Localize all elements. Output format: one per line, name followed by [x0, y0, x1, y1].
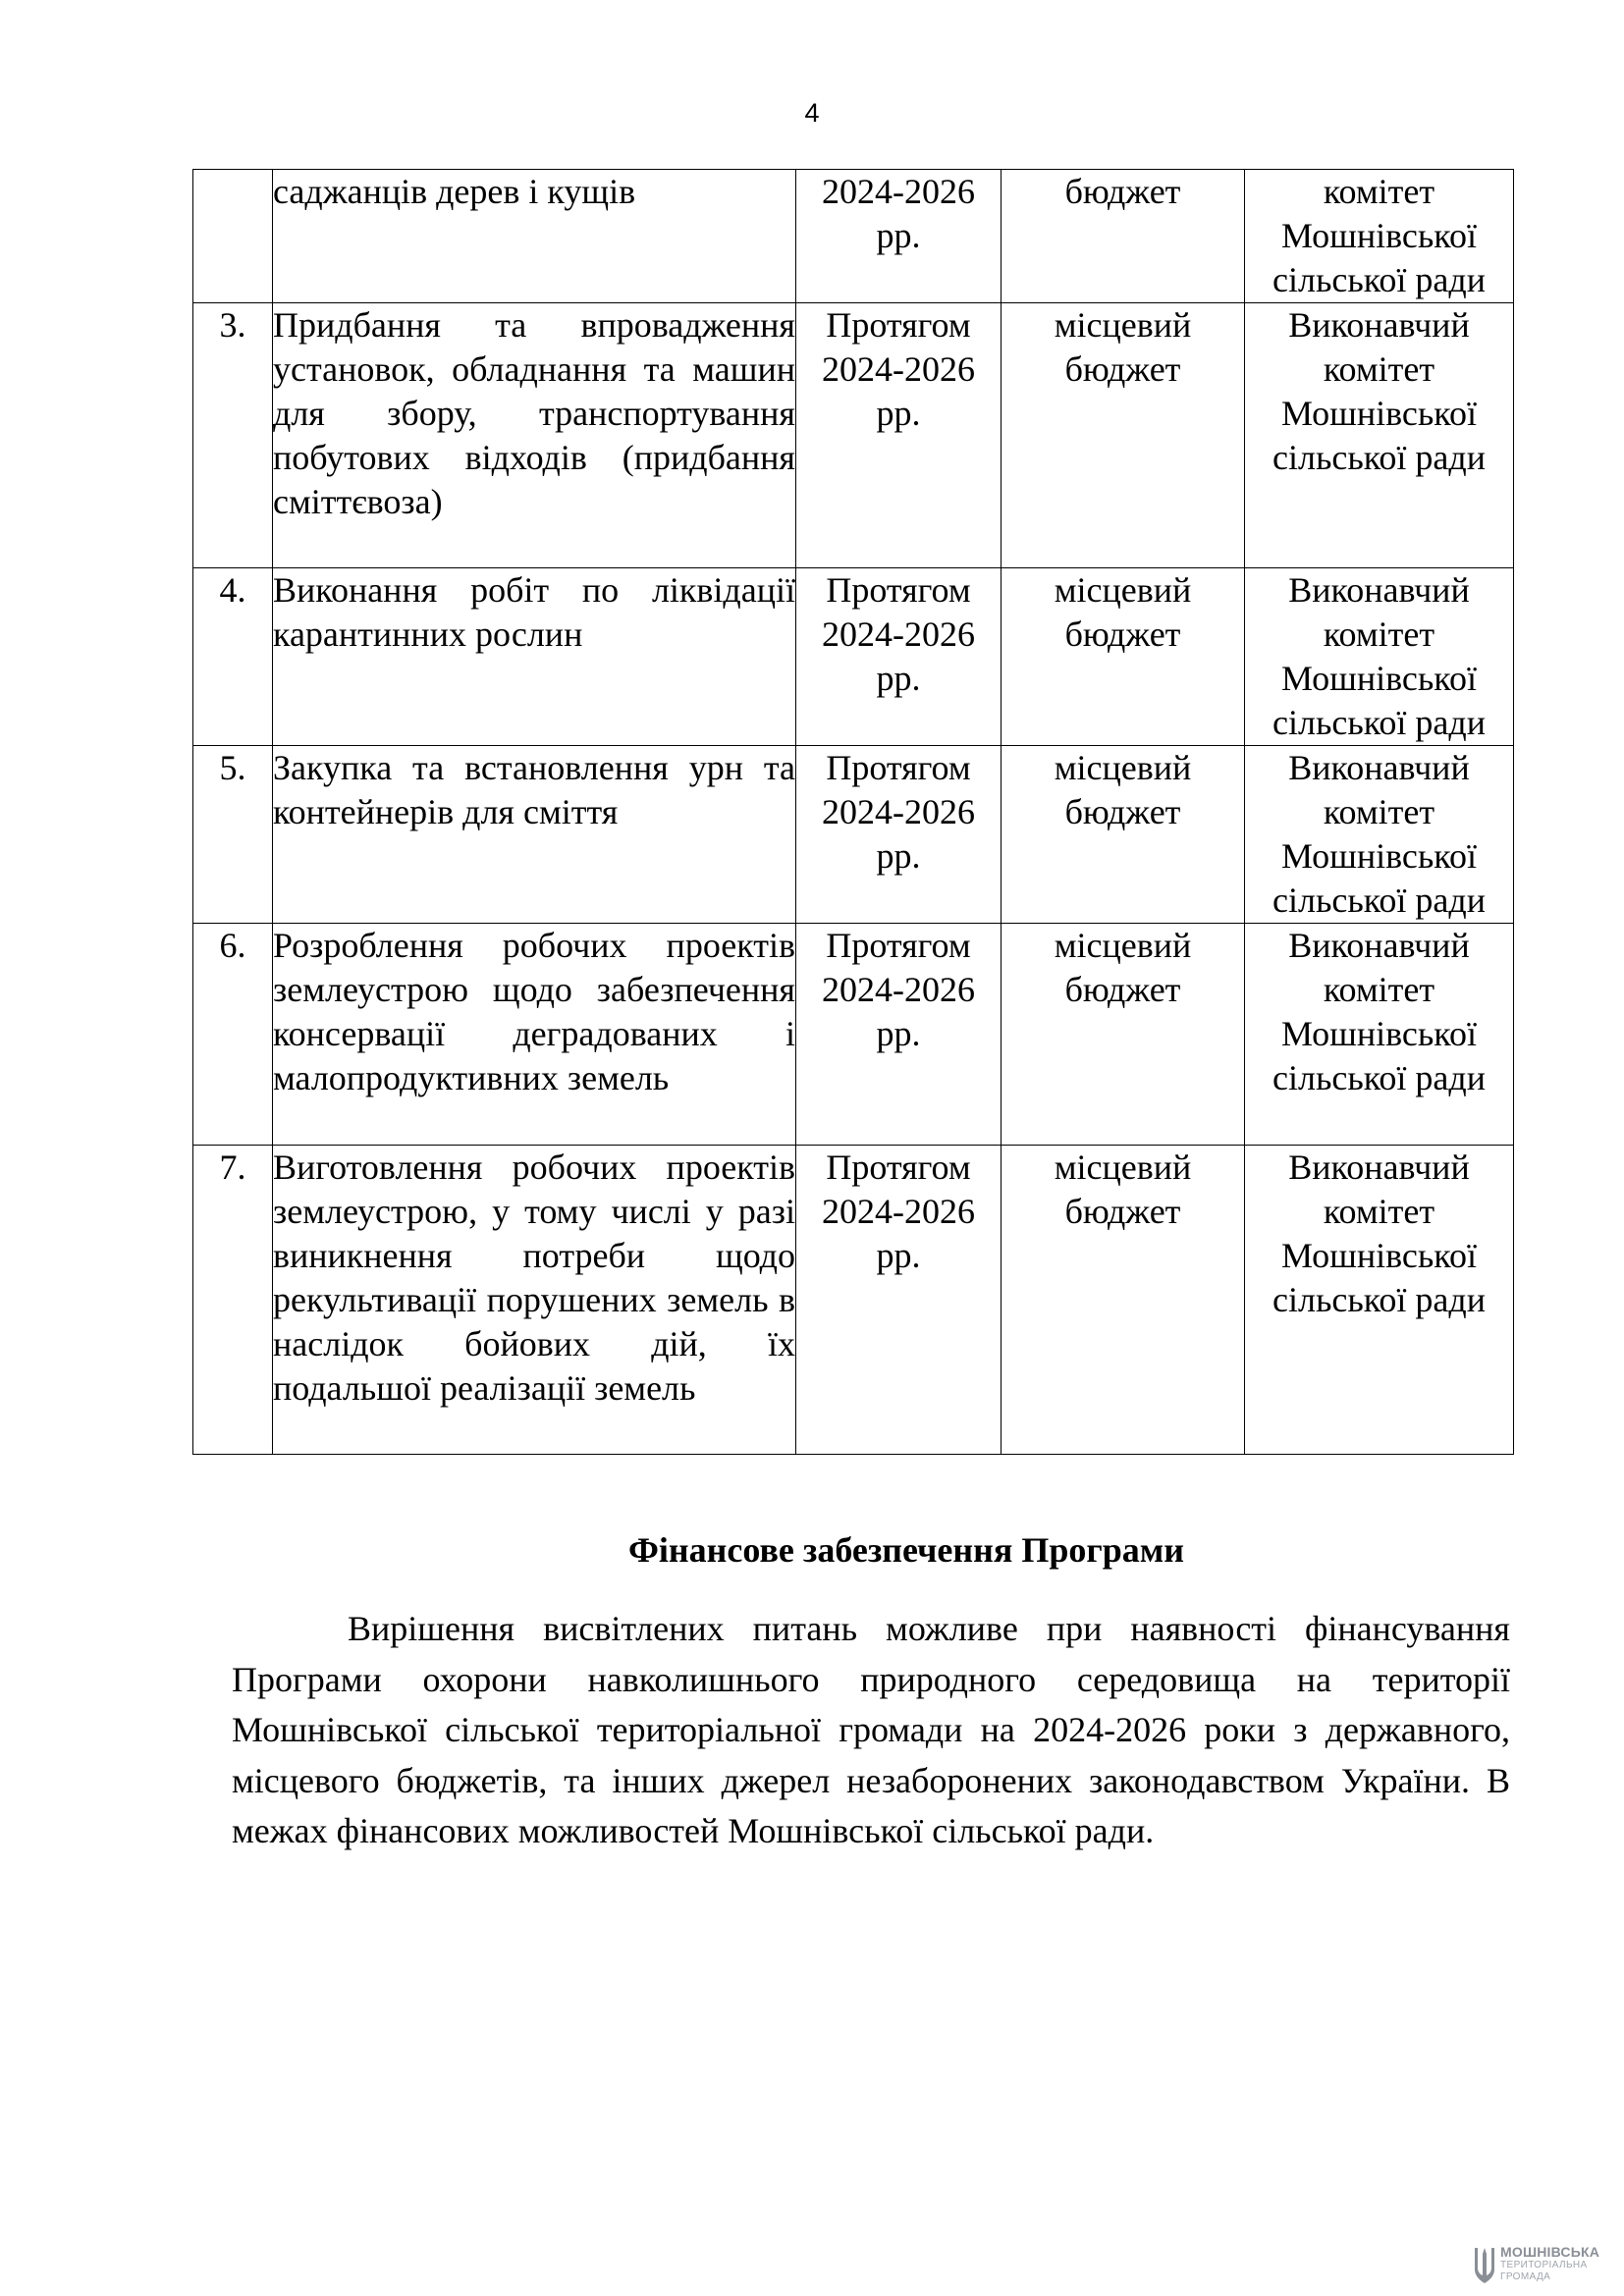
row-number: 3.: [193, 303, 273, 568]
row-number: 4.: [193, 568, 273, 746]
measure-term: Протягом 2024-2026 рр.: [796, 568, 1001, 746]
responsible-party: Виконавчий комітет Мошнівської сільської ради: [1245, 568, 1514, 746]
logo-subtitle: ТЕРИТОРІАЛЬНА: [1500, 2260, 1588, 2270]
funding-source: бюджет: [1001, 170, 1245, 303]
trident-icon: [1473, 2244, 1496, 2287]
responsible-party: Виконавчий комітет Мошнівської сільської ради: [1245, 1146, 1514, 1455]
row-number: 7.: [193, 1146, 273, 1455]
measure-term: Протягом 2024-2026 рр.: [796, 1146, 1001, 1455]
measure-name: Розроблення робочих проектів землеустрою щодо забезпечення консервації деградованих і малопродуктивних земель: [273, 924, 796, 1146]
measure-name: Придбання та впровадження установок, обладнання та машин для збору, транспортування побутових відходів (придбання сміттєвоза): [273, 303, 796, 568]
community-logo: [1473, 2244, 1620, 2291]
body-paragraph: Вирішення висвітлених питань можливе при наявності фінансування Програми охорони навколишнього природного середовища на території Мошнівської сільської територіальної громади на 2024-2026 роки з державного, місцевого бюджетів, та інших джерел незаборонених законодавством України. В межах фінансових можливостей Мошнівської сільської ради.: [232, 1609, 1510, 1850]
funding-source: місцевий бюджет: [1001, 568, 1245, 746]
measure-term: 2024-2026 рр.: [796, 170, 1001, 303]
responsible-party: Виконавчий комітет Мошнівської сільської ради: [1245, 303, 1514, 568]
table-row: [193, 303, 1514, 568]
measures-table: [192, 169, 1514, 1455]
logo-subtitle-2: ГРОМАДА: [1500, 2271, 1551, 2282]
row-number: [193, 170, 273, 303]
measure-term: Протягом 2024-2026 рр.: [796, 924, 1001, 1146]
measure-name: саджанців дерев і кущів: [273, 170, 796, 303]
logo-title: МОШНІВСЬКА: [1500, 2244, 1600, 2260]
table-row: [193, 170, 1514, 303]
responsible-party: Виконавчий комітет Мошнівської сільської ради: [1245, 924, 1514, 1146]
funding-source: місцевий бюджет: [1001, 746, 1245, 924]
funding-source: місцевий бюджет: [1001, 303, 1245, 568]
row-number: 6.: [193, 924, 273, 1146]
measure-term: Протягом 2024-2026 рр.: [796, 746, 1001, 924]
row-number: 5.: [193, 746, 273, 924]
responsible-party: Виконавчий комітет Мошнівської сільської ради: [1245, 746, 1514, 924]
table-row: [193, 1146, 1514, 1455]
table-row: [193, 568, 1514, 746]
funding-source: місцевий бюджет: [1001, 924, 1245, 1146]
responsible-party: комітет Мошнівської сільської ради: [1245, 170, 1514, 303]
table-row: [193, 924, 1514, 1146]
measure-name: Закупка та встановлення урн та контейнерів для сміття: [273, 746, 796, 924]
table-row: [193, 746, 1514, 924]
measure-name: Виготовлення робочих проектів землеустрою, у тому числі у разі виникнення потреби щодо рекультивації порушених земель в наслідок бойових дій, їх подальшої реалізації земель: [273, 1146, 796, 1455]
page-number: 4: [804, 98, 820, 128]
measure-name: Виконання робіт по ліквідації карантинних рослин: [273, 568, 796, 746]
section-title: Фінансове забезпечення Програми: [627, 1530, 1185, 1570]
funding-source: місцевий бюджет: [1001, 1146, 1245, 1455]
measure-term: Протягом 2024-2026 рр.: [796, 303, 1001, 568]
